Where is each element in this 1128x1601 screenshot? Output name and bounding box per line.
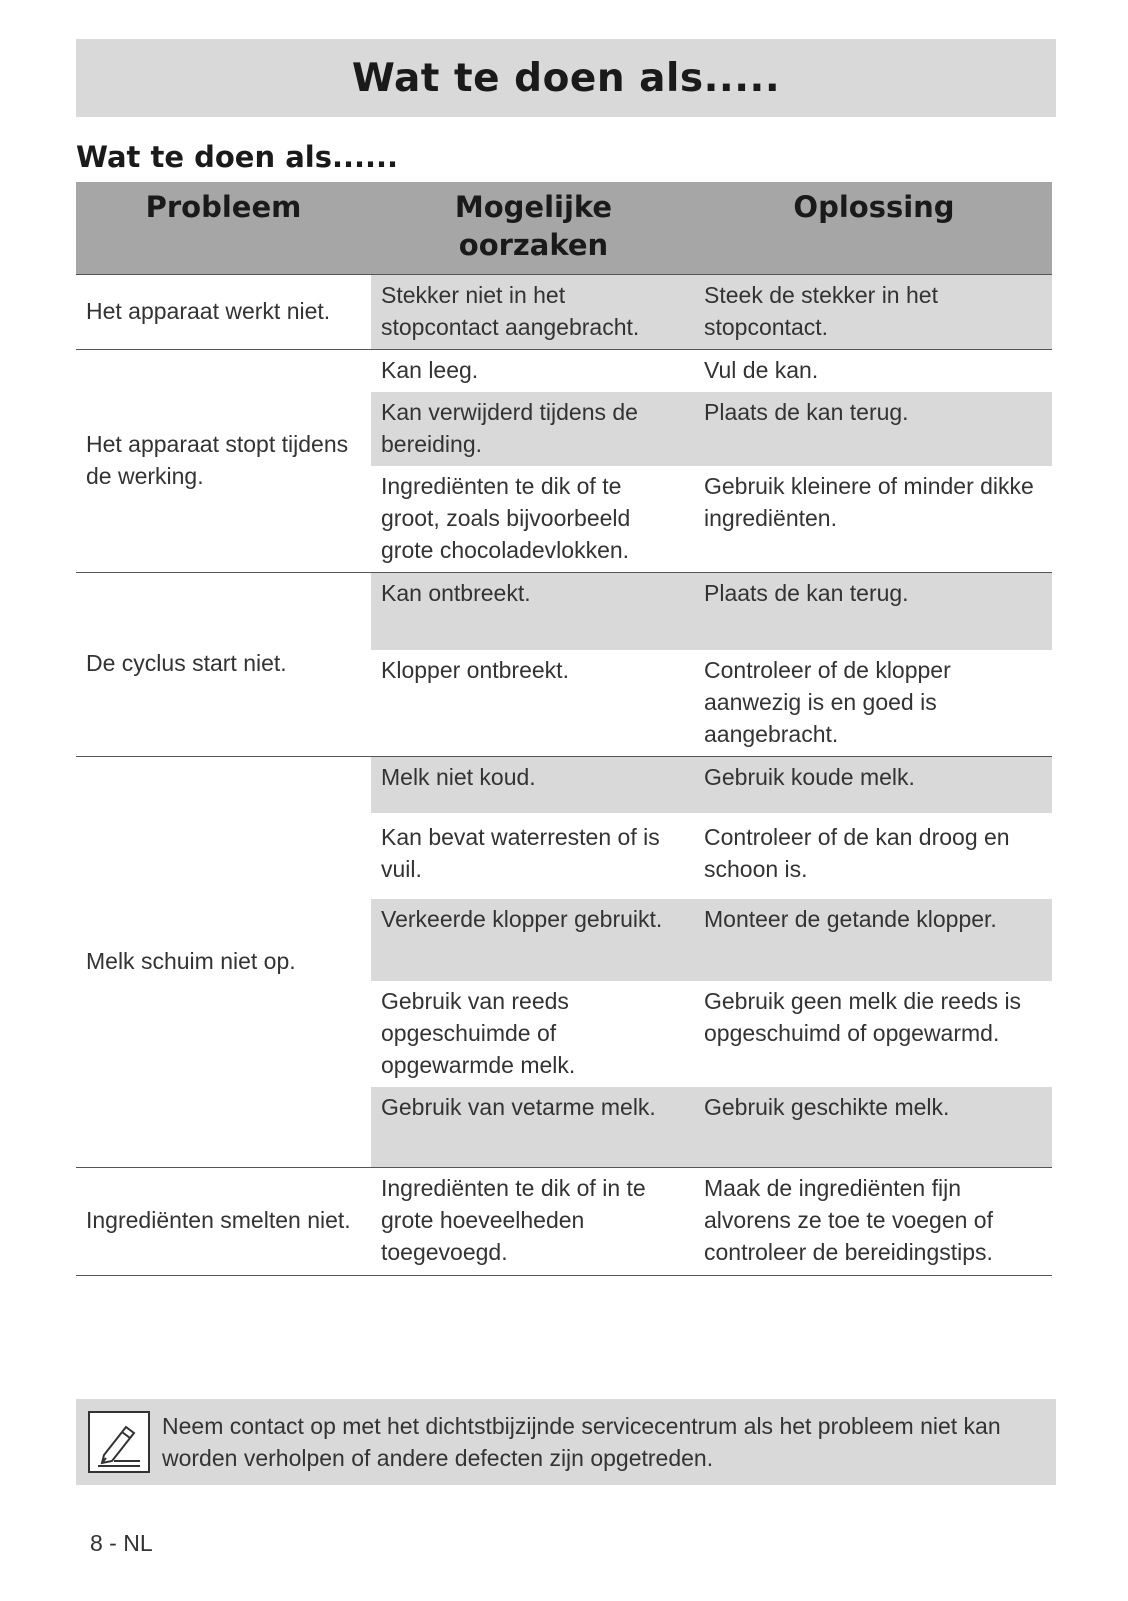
solution-cell: Controleer of de klopper aanwezig is en goed is aangebracht. [704, 656, 951, 747]
problem-cell: Het apparaat stopt tijdens de werking. [76, 350, 371, 573]
table-row [76, 350, 1052, 393]
cause-cell: Gebruik van reeds opgeschuimde of opgewarmde melk. [381, 988, 576, 1078]
solution-cell: Plaats de kan terug. [696, 392, 1052, 466]
table-row [76, 275, 1052, 350]
solution-cell: Monteer de getande klopper. [696, 899, 1052, 981]
solution-cell: Steek de stekker in het stopcontact. [696, 275, 1052, 350]
solution-cell: Vul de kan. [696, 350, 1052, 393]
problem-cell: Ingrediënten smelten niet. [76, 1167, 371, 1275]
note-text: Neem contact op met het dichtstbijzijnde servicecentrum als het probleem niet kan worden verholpen of andere defecten zijn opgetreden. [162, 1413, 1001, 1471]
cause-cell: Verkeerde klopper gebruikt. [371, 899, 696, 981]
table-row [76, 573, 1052, 650]
page-header-banner [76, 39, 1056, 117]
solution-cell: Plaats de kan terug. [696, 573, 1052, 650]
solution-cell: Gebruik kleinere of minder dikke ingrediënten. [704, 473, 1034, 531]
header-cause: Mogelijke oorzaken [371, 182, 696, 275]
solution-cell: Maak de ingrediënten fijn alvorens ze toe te voegen of controleer de bereidingstips. [696, 1167, 1052, 1275]
solution-cell: Gebruik geschikte melk. [696, 1087, 1052, 1167]
troubleshooting-table [76, 182, 1052, 1276]
cause-cell: Melk niet koud. [371, 756, 696, 813]
table-row [76, 1167, 1052, 1275]
cause-cell: Gebruik van vetarme melk. [371, 1087, 696, 1167]
problem-cell: Melk schuim niet op. [76, 756, 371, 1167]
section-title: Wat te doen als...... [76, 140, 399, 174]
table-row [76, 756, 1052, 813]
cause-cell: Stekker niet in het stopcontact aangebracht. [371, 275, 696, 350]
problem-cell: Het apparaat werkt niet. [76, 275, 371, 350]
note-pencil-icon [88, 1411, 150, 1473]
cause-cell: Kan bevat waterresten of is vuil. [381, 824, 660, 882]
header-problem: Probleem [76, 182, 371, 275]
note-box [76, 1399, 1056, 1485]
solution-cell: Gebruik geen melk die reeds is opgeschuimd of opgewarmd. [704, 988, 1022, 1046]
page-number: 8 - NL [90, 1530, 153, 1556]
cause-cell: Ingrediënten te dik of in te grote hoeveelheden toegevoegd. [371, 1167, 696, 1275]
cause-cell: Ingrediënten te dik of te groot, zoals bijvoorbeeld grote chocoladevlokken. [381, 473, 631, 563]
solution-cell: Gebruik koude melk. [696, 756, 1052, 813]
cause-cell: Kan leeg. [371, 350, 696, 393]
cause-cell: Klopper ontbreekt. [381, 656, 569, 683]
problem-cell: De cyclus start niet. [76, 573, 371, 757]
cause-cell: Kan ontbreekt. [371, 573, 696, 650]
table-header-row [76, 182, 1052, 275]
solution-cell: Controleer of de kan droog en schoon is. [704, 824, 1010, 882]
cause-cell: Kan verwijderd tijdens de bereiding. [371, 392, 696, 466]
page-title: Wat te doen als..... [351, 55, 781, 101]
header-solution: Oplossing [696, 182, 1052, 275]
